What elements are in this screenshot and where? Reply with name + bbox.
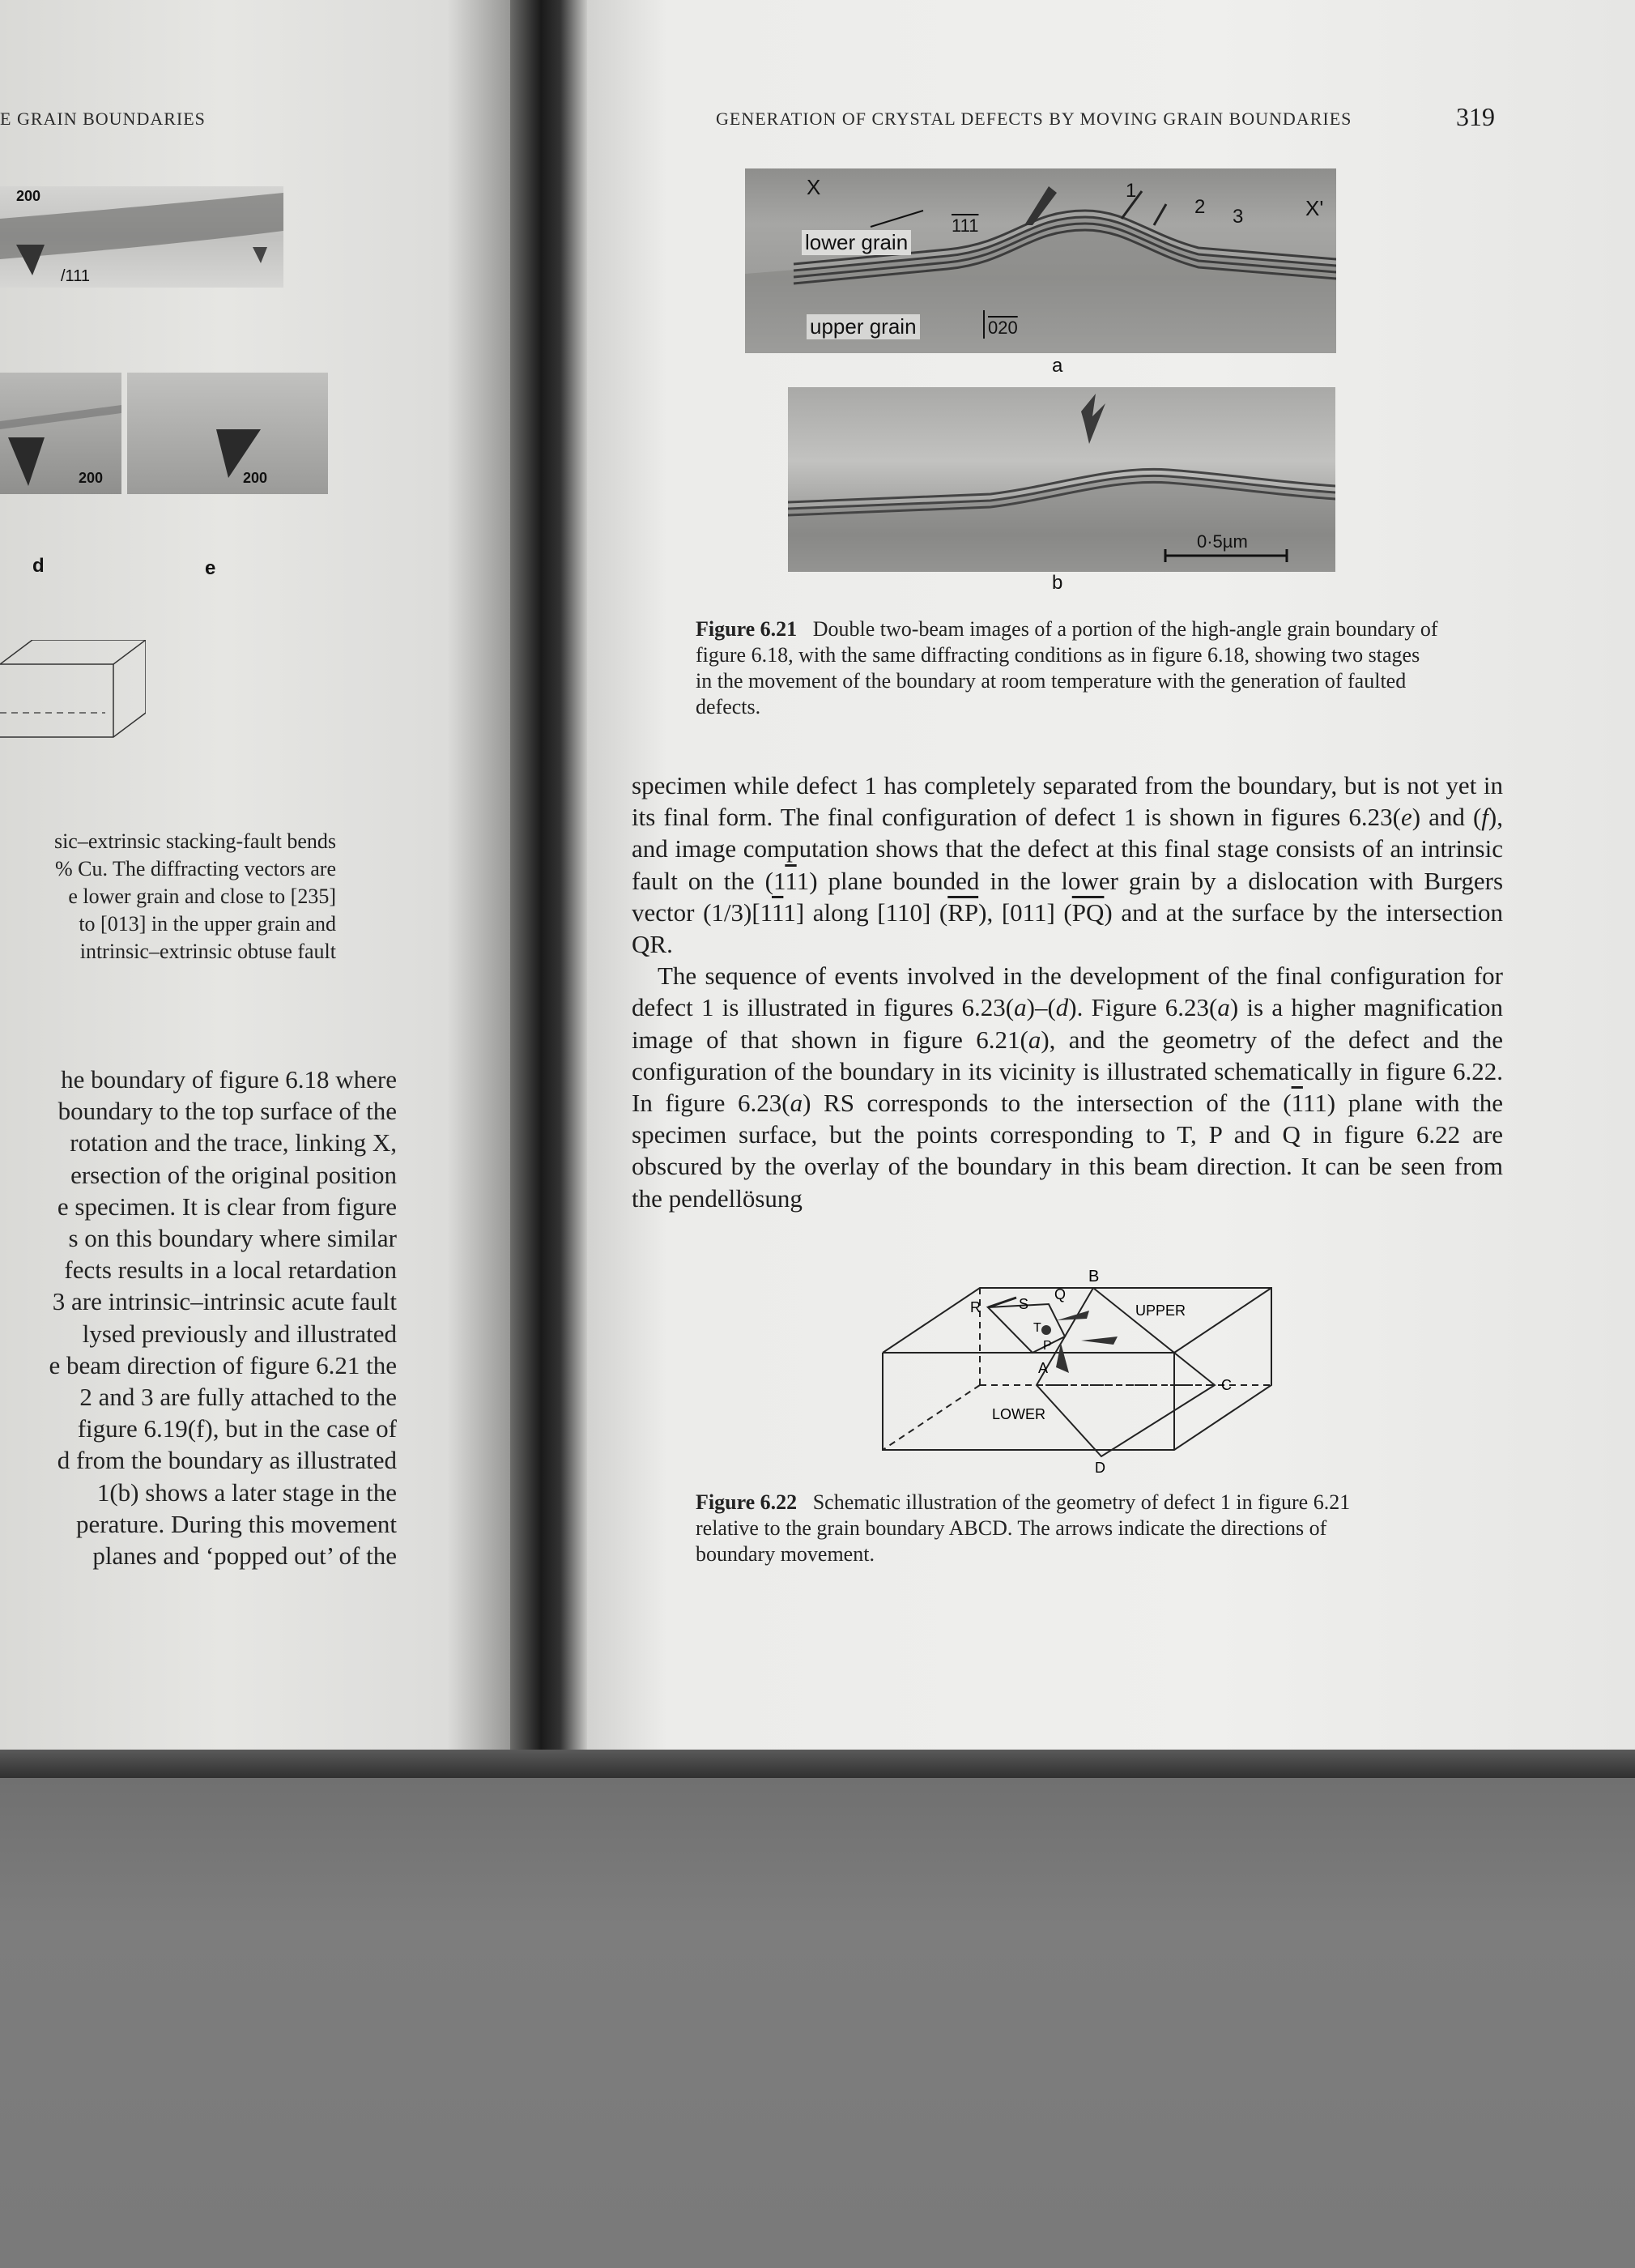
figure-6-22-diagram	[875, 1264, 1312, 1474]
left-body-line: 2 and 3 are fully attached to the	[79, 1383, 397, 1412]
figure-6-22-caption-text: Schematic illustration of the geometry of defect 1 in figure 6.21 relative to the grain boundary ABCD. The arrows indicate the directions of boundary movement.	[696, 1490, 1351, 1566]
fig621a-x-left: X	[807, 175, 821, 199]
page-bottom-edge	[0, 1750, 1635, 1782]
body-text-run: a	[1217, 993, 1230, 1022]
left-body-line: boundary to the top surface of the	[57, 1097, 397, 1126]
body-text-run: e	[1400, 803, 1412, 832]
left-body-line: ersection of the original position	[70, 1160, 397, 1189]
body-text-run: ), [011] (	[978, 897, 1072, 927]
figure-6-21-caption-label: Figure 6.21	[696, 617, 798, 641]
body-text	[632, 770, 1503, 1214]
left-body-line: rotation and the trace, linking X,	[70, 1128, 397, 1157]
body-text-run: )–(	[1026, 993, 1056, 1022]
scanner-bed	[0, 1778, 1635, 2268]
fig621a-x-right: X'	[1305, 196, 1324, 220]
left-body-line: figure 6.19(f), but in the case of	[77, 1414, 397, 1443]
fig621a-defect-2: 2	[1194, 196, 1206, 218]
body-text-run: ) is a higher magnification image of that shown in figure 6.21(	[632, 993, 1503, 1054]
left-body-line: 1(b) shows a later stage in the	[96, 1477, 397, 1507]
left-body-line: e specimen. It is clear from figure	[57, 1192, 397, 1221]
fig621b-scale-bar-label: 0·5µm	[1197, 531, 1248, 552]
body-text-run: 1] along [110] (	[783, 897, 948, 927]
body-text-run: d	[1055, 993, 1069, 1022]
body-text-run: specimen while defect 1 has completely separated from the boundary, but is not yet in its final form. The final configuration of defect 1 is shown in figures 6.23(	[632, 771, 1503, 832]
body-text-run: 1	[1291, 1089, 1303, 1118]
left-running-head: E GRAIN BOUNDARIES	[0, 109, 206, 129]
fig622-label-c: C	[1221, 1377, 1232, 1393]
figure-6-22-caption	[696, 1490, 1400, 1567]
figure-6-21-caption-text: Double two-beam images of a portion of the high-angle grain boundary of figure 6.18, with the same diffracting conditions as in figure 6.18, showing two stages in the movement of the boundary at room temperature with the generation of faulted defects.	[696, 617, 1438, 718]
left-d-vector-200: 200	[79, 470, 104, 486]
body-text-run: ) and (	[1411, 803, 1482, 832]
fig622-label-upper: UPPER	[1135, 1302, 1186, 1319]
fig622-label-a: A	[1038, 1360, 1049, 1376]
body-text-run: a	[790, 1089, 803, 1118]
figure-6-21-panel-b	[788, 387, 1335, 572]
left-label-d: d	[32, 555, 45, 577]
left-caption-fragment	[0, 828, 336, 966]
left-body-line: planes and ‘popped out’ of the	[92, 1541, 397, 1571]
book-gutter	[510, 0, 587, 1758]
left-e-vector-200: 200	[243, 470, 268, 486]
fig622-label-s: S	[1019, 1296, 1029, 1312]
fig622-label-r: R	[970, 1299, 981, 1315]
fig622-label-d: D	[1095, 1460, 1105, 1474]
body-text-run: ) RS corresponds to the intersection of the (	[803, 1089, 1292, 1118]
fig622-label-q: Q	[1054, 1286, 1067, 1302]
fig622-label-lower: LOWER	[992, 1406, 1046, 1422]
left-body-line: s on this boundary where similar	[68, 1224, 397, 1253]
page-number: 319	[1456, 102, 1495, 131]
left-caption-line: % Cu. The diffracting vectors are	[54, 857, 336, 880]
left-vector-200: 200	[16, 188, 41, 204]
left-direction-111: /111	[61, 267, 90, 285]
body-paragraph-1	[632, 770, 1503, 960]
body-text-run: 1	[772, 897, 784, 927]
body-text-run: 11) plane with the specimen surface, but the points corresponding to T, P and Q in figure 6.22 are obscured by the overlay of the boundary in this beam direction. It can be seen from the pendellösung	[632, 1089, 1504, 1213]
left-body-fragment	[0, 1064, 397, 1571]
body-text-run: a	[1014, 993, 1027, 1022]
figure-6-21-panel-a	[745, 168, 1336, 353]
left-micrograph-e	[127, 373, 328, 494]
fig621a-lower-grain: lower grain	[802, 230, 911, 255]
body-text-run: ), and image computation shows that the defect at this final stage consists of an intrinsic fault on the (1	[632, 803, 1503, 895]
left-body-line: 3 are intrinsic–intrinsic acute fault	[52, 1287, 397, 1316]
body-text-run: 1) plane bounded in the lower grain by a dislocation with Burgers vector (1/3)[1	[632, 866, 1504, 927]
left-caption-line: to [013] in the upper grain and	[79, 912, 336, 936]
left-caption-line: intrinsic–extrinsic obtuse fault	[79, 940, 336, 963]
left-caption-line: sic–extrinsic stacking-fault bends	[53, 829, 336, 853]
figure-6-22-caption-label: Figure 6.22	[696, 1490, 798, 1514]
fig621b-panel-label: b	[1052, 572, 1063, 594]
left-body-line: perature. During this movement	[75, 1509, 397, 1538]
vector-pq: $\overline{PQ}$	[1071, 897, 1105, 927]
left-box-diagram	[0, 640, 146, 761]
left-label-e: e	[205, 557, 216, 579]
body-text-run: The sequence of events involved in the development of the final configuration for defect 1 is illustrated in figures 6.23(	[632, 961, 1503, 1022]
fig622-label-b: B	[1088, 1268, 1100, 1285]
body-text-run: ) and at the surface by the intersection QR.	[632, 897, 1503, 959]
fig621a-defect-3: 3	[1233, 206, 1244, 228]
fig621a-upper-grain: upper grain	[807, 314, 920, 339]
left-body-line: lysed previously and illustrated	[82, 1319, 397, 1348]
fig622-label-p: P	[1043, 1339, 1052, 1353]
vector-rp: $\overline{RP}$	[947, 897, 979, 927]
left-body-line: d from the boundary as illustrated	[57, 1446, 397, 1475]
left-body-line: he boundary of figure 6.18 where	[61, 1065, 397, 1094]
body-text-run: f	[1481, 803, 1488, 832]
fig621a-vector-020: 020	[988, 318, 1018, 338]
body-text-run: 1	[785, 866, 797, 895]
fig621a-vector-111: 111	[952, 215, 979, 236]
left-micrograph-d	[0, 373, 121, 494]
body-text-run: ), and the geometry of the defect and the configuration of the boundary in its vicinity is illustrated schematically in figure 6.22. In figure 6.23(	[632, 1025, 1503, 1118]
left-caption-line: e lower grain and close to [235]	[68, 885, 336, 908]
figure-6-21-caption	[696, 616, 1439, 720]
fig621a-defect-1: 1	[1126, 180, 1137, 202]
right-running-head: GENERATION OF CRYSTAL DEFECTS BY MOVING GRAIN BOUNDARIES	[716, 109, 1352, 129]
left-body-line: fects results in a local retardation	[64, 1256, 397, 1285]
body-text-run: ). Figure 6.23(	[1068, 993, 1218, 1022]
body-text-run: a	[1028, 1025, 1041, 1054]
left-body-line: e beam direction of figure 6.21 the	[49, 1350, 397, 1379]
fig622-label-t: T	[1033, 1321, 1041, 1335]
left-micrograph-top	[0, 186, 283, 288]
body-paragraph-2	[632, 960, 1503, 1214]
fig621a-panel-label: a	[1052, 355, 1063, 377]
